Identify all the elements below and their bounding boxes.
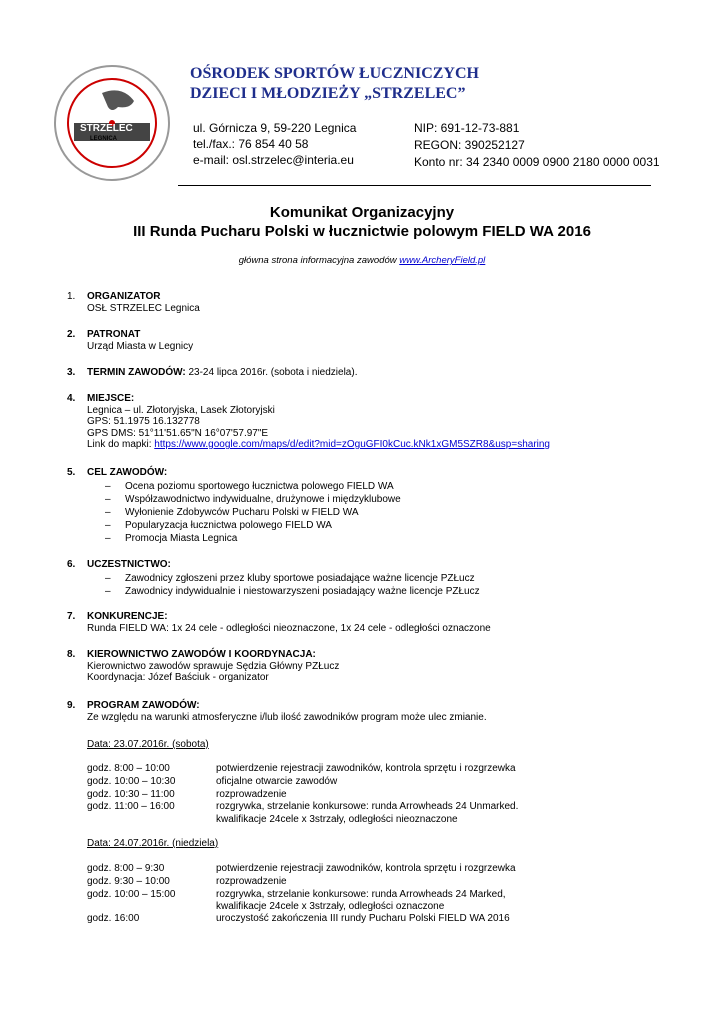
phone: tel./fax.: 76 854 40 58 [193, 137, 309, 151]
schedule-desc: rozprowadzenie [216, 876, 287, 887]
section-3-num: 3. [67, 367, 76, 378]
section-8 [87, 649, 339, 684]
org-name-line2: DZIECI I MŁODZIEŻY „STRZELEC” [190, 85, 466, 102]
location-gps-dms: GPS DMS: 51°11'51.65"N 16°07'57.97"E [87, 427, 269, 439]
schedule-desc: potwierdzenie rejestracji zawodników, kontrola sprzętu i rozgrzewka [216, 863, 516, 874]
list-item: – Ocena poziomu sportowego łucznictwa polowego FIELD WA [105, 480, 401, 493]
section-1-num: 1. [67, 291, 76, 302]
schedule-time: godz. 9:30 – 10:00 [87, 876, 170, 887]
schedule-time: godz. 11:00 – 16:00 [87, 801, 175, 812]
org-name [190, 64, 479, 104]
section-2 [87, 329, 193, 352]
location-address: Legnica – ul. Złotoryjska, Lasek Złotoryjski [87, 404, 275, 416]
day2-date: Data: 24.07.2016r. (niedziela) [87, 838, 219, 849]
logo-subtext: LEGNICA [90, 136, 117, 142]
schedule-desc: kwalifikacje 24cele x 3strzały, odległości nieoznaczone [216, 814, 458, 825]
address: ul. Górnicza 9, 59-220 Legnica [193, 121, 357, 135]
section-9-num: 9. [67, 700, 76, 711]
email: e-mail: osl.strzelec@interia.eu [193, 153, 354, 167]
info-link[interactable]: www.ArcheryField.pl [399, 255, 486, 266]
section-4-num: 4. [67, 393, 76, 404]
schedule-desc: uroczystość zakończenia III rundy Pucharu Polski FIELD WA 2016 [216, 913, 510, 924]
list-item: – Promocja Miasta Legnica [105, 532, 401, 545]
header-divider [178, 185, 651, 186]
section-7-text: Runda FIELD WA: 1x 24 cele - odległości nieoznaczone, 1x 24 cele - odległości oznaczone [87, 622, 491, 634]
contact-block [193, 120, 356, 168]
section-4-head: MIEJSCE: [87, 393, 135, 404]
location-gps: GPS: 51.1975 16.132778 [87, 416, 200, 427]
list-item: – Popularyzacja łucznictwa polowego FIELD WA [105, 519, 401, 532]
section-3-head: TERMIN ZAWODÓW: [87, 367, 186, 378]
schedule-desc: rozgrywka, strzelanie konkursowe: runda Arrowheads 24 Marked, [216, 889, 506, 900]
section-8-head: KIEROWNICTWO ZAWODÓW I KOORDYNACJA: [87, 649, 316, 660]
section-6-head [87, 559, 171, 571]
section-2-num: 2. [67, 329, 76, 340]
schedule-time: godz. 8:00 – 9:30 [87, 863, 165, 874]
schedule-desc: rozprowadzenie [216, 789, 287, 800]
regon: REGON: 390252127 [414, 138, 525, 152]
section-6-title: UCZESTNICTWO: [87, 559, 171, 570]
org-name-line1: OŚRODEK SPORTÓW ŁUCZNICZYCH [190, 65, 479, 82]
section-2-text: Urząd Miasta w Legnicy [87, 340, 194, 352]
logo-text: STRZELEC [80, 123, 133, 134]
section-7-head: KONKURENCJE: [87, 611, 168, 622]
section-1-text: OSŁ STRZELEC Legnica [87, 302, 200, 314]
section-8-num: 8. [67, 649, 76, 660]
section-6-num: 6. [67, 559, 76, 570]
list-item: – Zawodnicy zgłoszeni przez kluby sportowe posiadające ważne licencje PZŁucz [105, 572, 480, 585]
doc-subtitle: III Runda Pucharu Polski w łucznictwie polowym FIELD WA 2016 [133, 223, 591, 240]
map-prefix: Link do mapki: [87, 439, 155, 450]
schedule-time: godz. 10:00 – 15:00 [87, 889, 176, 900]
info-prefix: główna strona informacyjna zawodów [238, 255, 400, 266]
schedule-time: godz. 10:30 – 11:00 [87, 789, 175, 800]
info-line [0, 255, 724, 266]
section-9-text: Ze względu na warunki atmosferyczne i/lub ilość zawodników program może ulec zmianie. [87, 711, 487, 723]
section-8-line2: Koordynacja: Józef Baściuk - organizator [87, 672, 269, 683]
section-5-title: CEL ZAWODÓW: [87, 467, 168, 478]
schedule-desc: potwierdzenie rejestracji zawodników, kontrola sprzętu i rozgrzewka [216, 763, 516, 774]
section-4 [87, 393, 550, 451]
section-3-text: 23-24 lipca 2016r. (sobota i niedziela). [185, 367, 358, 378]
schedule-desc: oficjalne otwarcie zawodów [216, 776, 338, 787]
schedule-time: godz. 10:00 – 10:30 [87, 776, 176, 787]
schedule-time: godz. 16:00 [87, 913, 140, 924]
list-item: – Zawodnicy indywidualnie i niestowarzyszeni posiadający ważne licencje PZŁucz [105, 585, 480, 598]
section-7-num: 7. [67, 611, 76, 622]
section-5-head [87, 467, 167, 479]
list-item: – Wyłonienie Zdobywców Pucharu Polski w FIELD WA [105, 506, 401, 519]
section-8-line1: Kierownictwo zawodów sprawuje Sędzia Główny PZŁucz [87, 660, 340, 672]
nip: NIP: 691-12-73-881 [414, 121, 520, 135]
doc-title: Komunikat Organizacyjny [269, 204, 455, 221]
list-item: – Współzawodnictwo indywidualne, drużynowe i międzyklubowe [105, 493, 401, 506]
section-5-num: 5. [67, 467, 76, 478]
bank-account: Konto nr: 34 2340 0009 0900 2180 0000 0031 [414, 155, 660, 169]
goals-list [105, 480, 401, 545]
map-link[interactable]: https://www.google.com/maps/d/edit?mid=zOguGFI0kCuc.kNk1xGM5SZR8&usp=sharing [154, 439, 550, 450]
section-9-head: PROGRAM ZAWODÓW: [87, 700, 200, 711]
section-9 [87, 700, 487, 723]
section-1-head: ORGANIZATOR [87, 291, 161, 302]
schedule-desc: kwalifikacje 24cele x 3strzały, odległości oznaczone [216, 901, 445, 912]
participation-list [105, 572, 480, 598]
day1-date: Data: 23.07.2016r. (sobota) [87, 739, 209, 750]
section-7 [87, 611, 491, 634]
section-2-head: PATRONAT [87, 329, 141, 340]
section-3 [87, 367, 357, 379]
schedule-time: godz. 8:00 – 10:00 [87, 763, 170, 774]
section-1 [87, 291, 200, 314]
registry-block [414, 120, 660, 171]
schedule-desc: rozgrywka, strzelanie konkursowe: runda Arrowheads 24 Unmarked. [216, 801, 519, 812]
